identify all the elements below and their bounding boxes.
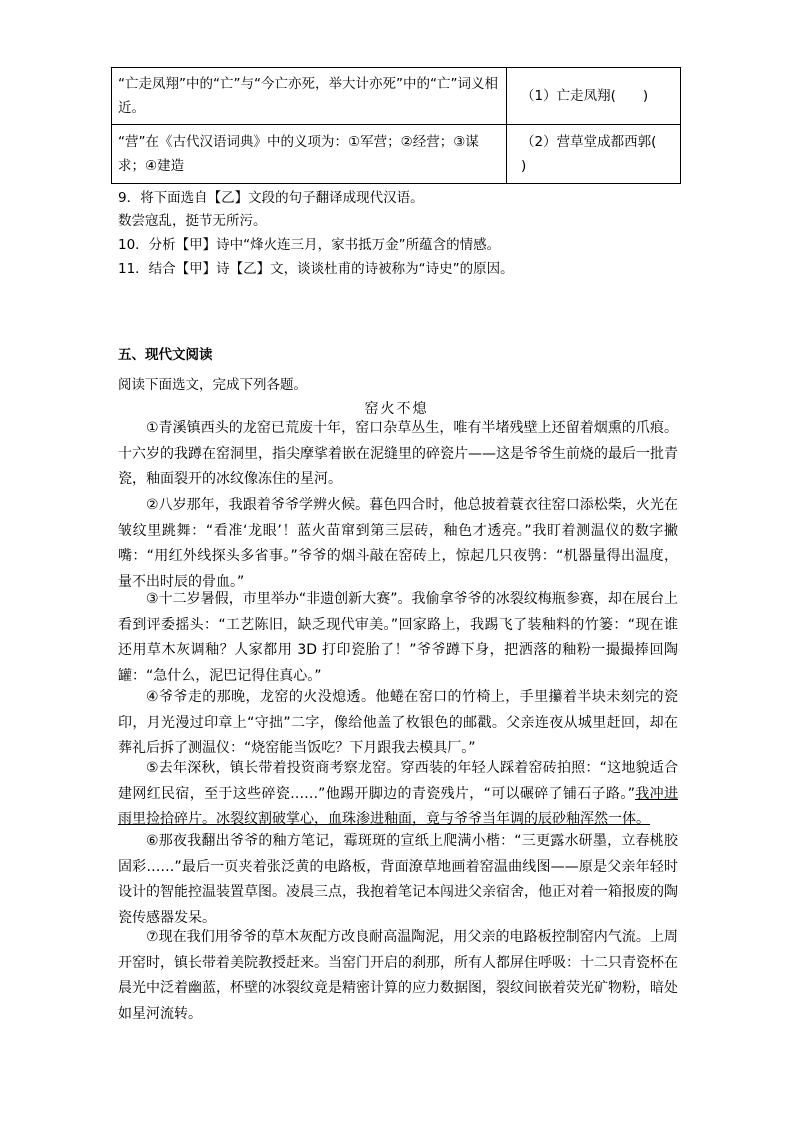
section-intro: 阅读下面选文，完成下列各题。 <box>118 377 307 393</box>
table-cell-wang-explanation: “亡走凤翔”中的“亡”与“今亡亦死，举大计亦死”中的“亡”词义相近。 <box>112 68 507 125</box>
section-heading: 五、现代文阅读 <box>118 347 213 363</box>
question-11: 11．结合【甲】诗【乙】文，谈谈杜甫的诗被称为“诗史”的原因。 <box>118 261 514 277</box>
question-9-sentence: 数尝寇乱，挺节无所污。 <box>118 213 267 229</box>
paragraph-5-underlined-sentence: 我冲进雨里捡拾碎片。冰裂纹割破掌心，血珠渗进釉面，竟与爷爷当年调的辰砂釉浑然一体。 <box>118 785 678 828</box>
word-meaning-table <box>111 67 684 184</box>
table-row <box>112 125 681 184</box>
paragraph-7: ⑦现在我们用爷爷的草木灰配方改良耐高温陶泥，用父亲的电路板控制窑内气流。上周开窑时，镇长带着美院教授赶来。当窑门开启的刹那，所有人都屏住呼吸：十二只青瓷杯在晨光中泛着幽蓝，杯壁的冰裂纹竟是精密计算的应力数据图，裂纹间嵌着荧光矿物粉，暗处如星河流转。 <box>118 929 678 1022</box>
paragraph-5-text: ⑤去年深秋，镇长带着投资商考察龙窑。穿西装的年轻人踩着窑砖拍照：“这地貌适合建网红民宿，至于这些碎瓷……”他踢开脚边的青瓷残片，“可以碾碎了铺石子路。” <box>118 760 678 802</box>
table-row <box>112 68 681 125</box>
question-10: 10．分析【甲】诗中“烽火连三月，家书抵万金”所蕴含的情感。 <box>118 237 501 253</box>
table-cell-ying-explanation: “营”在《古代汉语词典》中的义项为：①军营；②经营；③谋求；④建造 <box>112 125 507 184</box>
table-cell-wang-answer: （1）亡走凤翔( ) <box>507 68 681 125</box>
article-title: 窑火不熄 <box>364 401 429 417</box>
paragraph-2: ②八岁那年，我跟着爷爷学辨火候。暮色四合时，他总披着蓑衣往窑口添松柴，火光在皱纹里跳舞：“看准‘龙眼’！蓝火苗窜到第三层砖，釉色才透亮。”我盯着测温仪的数字撇嘴：“用红外线探头多省事。”爷爷的烟斗敲在窑砖上，惊起几只夜鸮：“机器量得出温度，量不出时辰的骨血。” <box>118 497 678 590</box>
paragraph-4: ④爷爷走的那晚，龙窑的火没熄透。他蜷在窑口的竹椅上，手里攥着半块未刻完的瓷印，月光漫过印章上“守拙”二字，像给他盖了枚银色的邮戳。父亲连夜从城里赶回，却在葬礼后拆了测温仪：“烧窑能当饭吃？下月跟我去模具厂。” <box>118 689 678 757</box>
question-9: 9．将下面选自【乙】文段的句子翻译成现代汉语。 <box>118 190 424 206</box>
paragraph-6: ⑥那夜我翻出爷爷的釉方笔记，霉斑斑的宣纸上爬满小楷：“三更露水研墨，立春桃胶固彩……”最后一页夹着张泛黄的电路板，背面潦草地画着窑温曲线图——原是父亲年轻时设计的智能控温装置草图。凌晨三点，我抱着笔记本闯进父亲宿舍，他正对着一箱报废的陶瓷传感器发呆。 <box>118 833 678 926</box>
table-cell-ying-answer: （2）营草堂成都西郭( ) <box>507 125 681 184</box>
paragraph-5 <box>118 756 678 833</box>
paragraph-1: ①青溪镇西头的龙窑已荒废十年，窑口杂草丛生，唯有半堵残壁上还留着烟熏的爪痕。十六岁的我蹲在窑洞里，指尖摩挲着嵌在泥缝里的碎瓷片——这是爷爷生前烧的最后一批青瓷，釉面裂开的冰纹像冻住的星河。 <box>118 420 678 488</box>
paragraph-3: ③十二岁暑假，市里举办“非遗创新大赛”。我偷拿爷爷的冰裂纹梅瓶参赛，却在展台上看到评委摇头：“工艺陈旧，缺乏现代审美。”回家路上，我踢飞了装釉料的竹篓：“现在谁还用草木灰调釉？人家都用 3D 打印瓷胎了！”爷爷蹲下身，把洒落的釉粉一撮撮捧回陶罐：“急什么，泥巴记得住真心。” <box>118 591 678 684</box>
